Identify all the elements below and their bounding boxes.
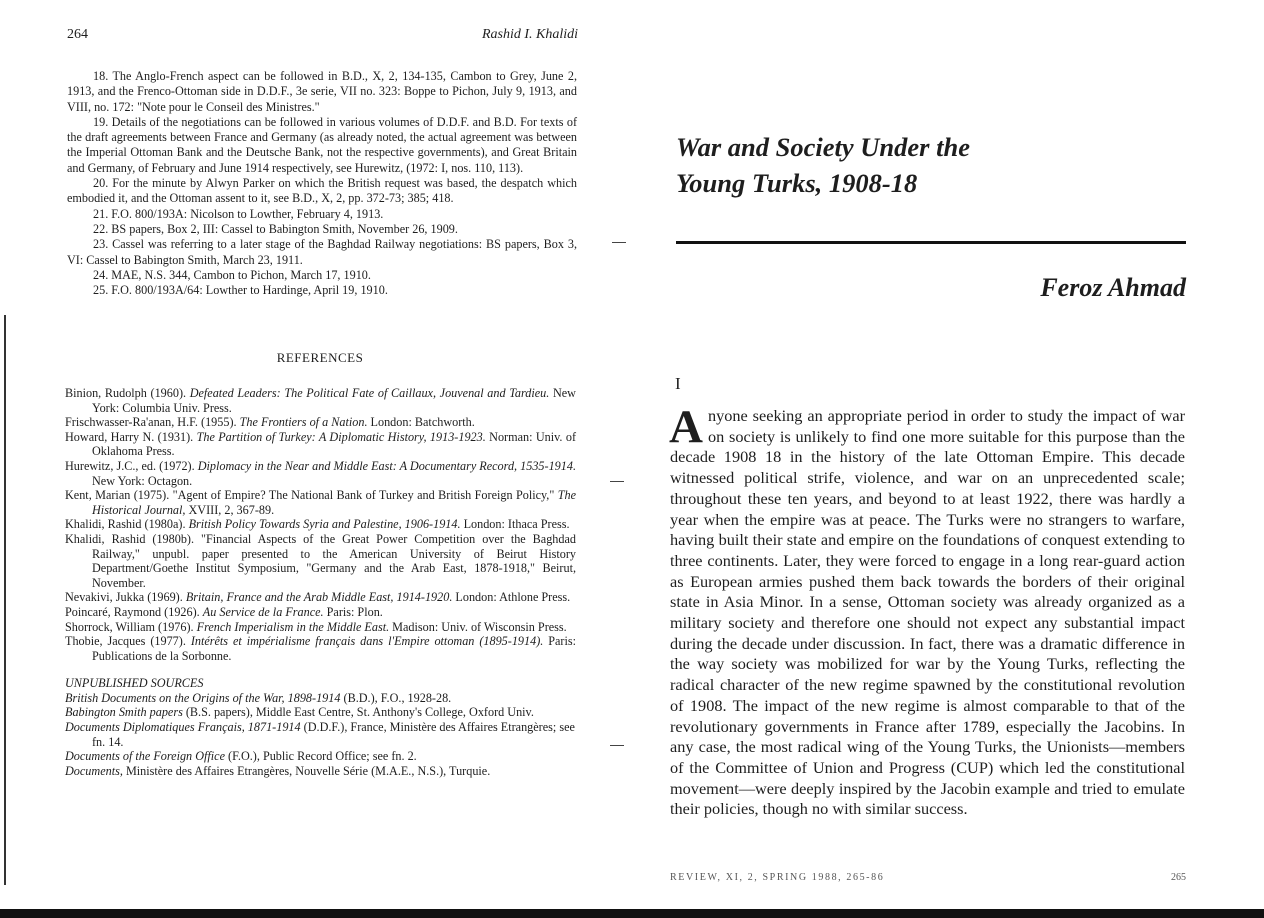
page-number-right: 265 [1171,872,1186,883]
endnotes [67,69,577,298]
article-author: Feroz Ahmad [1040,273,1186,302]
scan-bottom-edge [0,909,1264,918]
unpublished-source-entry: British Documents on the Origins of the War, 1898-1914 (B.D.), F.O., 1928-28. [65,690,452,705]
running-head-author: Rashid I. Khalidi [481,27,578,42]
reference-entry: Kent, Marian (1975). "Agent of Empire? The National Bank of Turkey and British Foreign Policy," The Historical Journal, XVIII, 2, 367-89. [65,488,576,517]
reference-entry: Poincaré, Raymond (1926). Au Service de la France. Paris: Plon. [65,604,383,619]
endnote: 23. Cassel was referring to a later stage of the Baghdad Railway negotiations: BS papers, Box 3, VI: Cassel to Babington Smith, March 23, 1911. [67,237,577,267]
reference-entry: Thobie, Jacques (1977). Intérêts et impérialisme français dans l'Empire ottoman (1895-1914). Paris: Publications de la Sorbonne. [65,634,577,663]
reference-entry: Shorrock, William (1976). French Imperialism in the Middle East. Madison: Univ. of Wisconsin Press. [65,619,567,634]
unpublished-source-entry: Babington Smith papers (B.S. papers), Middle East Centre, St. Anthony's College, Oxford Univ. [65,705,534,720]
endnote: 25. F.O. 800/193A/64: Lowther to Hardinge, April 19, 1910. [93,283,388,298]
endnote: 20. For the minute by Alwyn Parker on which the British request was based, the despatch which embodied it, and the Ottoman assent to it, see B.D., X, 2, pp. 372-73; 385; 418. [67,176,577,206]
title-line-1: War and Society Under the [676,132,970,162]
binding-edge [4,315,6,885]
journal-footer: REVIEW, XI, 2, SPRING 1988, 265-86 [670,872,885,883]
reference-entry: Khalidi, Rashid (1980b). "Financial Aspects of the Great Power Competition over the Baghdad Railway," unpubl. paper presented to the American University of Beirut History Department/Goethe Institut Symposium, "Germany and the Arab East, 1878-1918," Beirut, November. [65,531,576,590]
endnote: 24. MAE, N.S. 344, Cambon to Pichon, March 17, 1910. [93,267,371,282]
body-text: nyone seeking an appropriate period in order to study the impact of war on society is unlikely to find one more suitable for this purpose than the decade 1908 18 in the history of the late Ottoman Empire. This decade witnessed political strife, violence, and war on an unprecedented scale; throughout these ten years, and beyond to at least 1922, there was hardly a year when the empire was at peace. The Turks were no strangers to warfare, having built their state and empire on the foundations of conquest extending to three continents. Later, they were forced to engage in a long rear-guard action as European armies pushed them back towards the borders of their original state in Asia Minor. In a sense, Ottoman society was already organized as a military society and therefore one should not expect any substantial impact during the decade under discussion. In fact, there was a dramatic difference in the way society was mobilized for war by the Young Turks, reflecting the radical character of the new regime spawned by the constitutional revolution of 1908. The impact of the new regime is almost comparable to that of the revolutionary governments in France after 1789, especially the Jacobins. In any case, the most radical wing of the Young Turks, the Unionists—members of the Committee of Union and Progress (CUP) which led the constitutional movement—were deeply inspired by the Jacobin example and tried to emulate their policies, though no with similar success. [670,406,1185,819]
reference-entry: Khalidi, Rashid (1980a). British Policy Towards Syria and Palestine, 1906-1914. London: Ithaca Press. [65,517,570,532]
endnote: 22. BS papers, Box 2, III: Cassel to Babington Smith, November 26, 1909. [93,221,458,236]
section-numeral: I [675,374,681,393]
page-number-left: 264 [67,27,88,42]
title-rule [676,241,1186,244]
article-title [676,129,970,201]
reference-entry: Frischwasser-Ra'anan, H.F. (1955). The Frontiers of a Nation. London: Batchworth. [65,415,475,430]
article-body [669,401,1185,820]
title-line-2: Young Turks, 1908-18 [676,168,918,198]
reference-entry: Nevakivi, Jukka (1969). Britain, France and the Arab Middle East, 1914-1920. London: Athlone Press. [65,590,571,605]
left-page [0,0,620,918]
drop-cap: A [669,401,703,453]
unpublished-source-entry: Documents Diplomatiques Français, 1871-1914 (D.D.F.), France, Ministère des Affaires Etrangères; see fn. 14. [65,720,575,749]
reference-list [65,386,576,778]
endnote: 19. Details of the negotiations can be followed in various volumes of D.D.F. and B.D. For texts of the draft agreements between France and Germany (as already noted, the actual agreement was between the Imperial Ottoman Bank and the Deutsche Bank, not the respective governments), and Great Britain and Germany, of February and June 1914 respectively, see Hurewitz, (1972: I, nos. 110, 113). [67,114,577,175]
endnote: 18. The Anglo-French aspect can be followed in B.D., X, 2, 134-135, Cambon to Grey, June 2, 1913, and the Frenco-Ottoman side in D.D.F., 3e serie, VII no. 323: Boppe to Pichon, July 9, 1913, and VIII, no. 172: "Note pour le Conseil des Ministres." [67,69,577,114]
unpublished-sources-heading: UNPUBLISHED SOURCES [65,676,204,691]
unpublished-source-entry: Documents of the Foreign Office (F.O.), Public Record Office; see fn. 2. [65,749,417,764]
unpublished-source-entry: Documents, Ministère des Affaires Etrangères, Nouvelle Série (M.A.E., N.S.), Turquie. [65,763,491,778]
reference-entry: Hurewitz, J.C., ed. (1972). Diplomacy in the Near and Middle East: A Documentary Record, 1535-1914. New York: Octagon. [65,458,576,488]
right-page [620,0,1264,918]
references-heading: REFERENCES [276,350,364,365]
endnote: 21. F.O. 800/193A: Nicolson to Lowther, February 4, 1913. [93,206,384,221]
reference-entry: Howard, Harry N. (1931). The Partition of Turkey: A Diplomatic History, 1913-1923. Norman: Univ. of Oklahoma Press. [65,429,576,459]
reference-entry: Binion, Rudolph (1960). Defeated Leaders: The Political Fate of Caillaux, Jouvenal and Tardieu. New York: Columbia Univ. Press. [65,386,576,415]
